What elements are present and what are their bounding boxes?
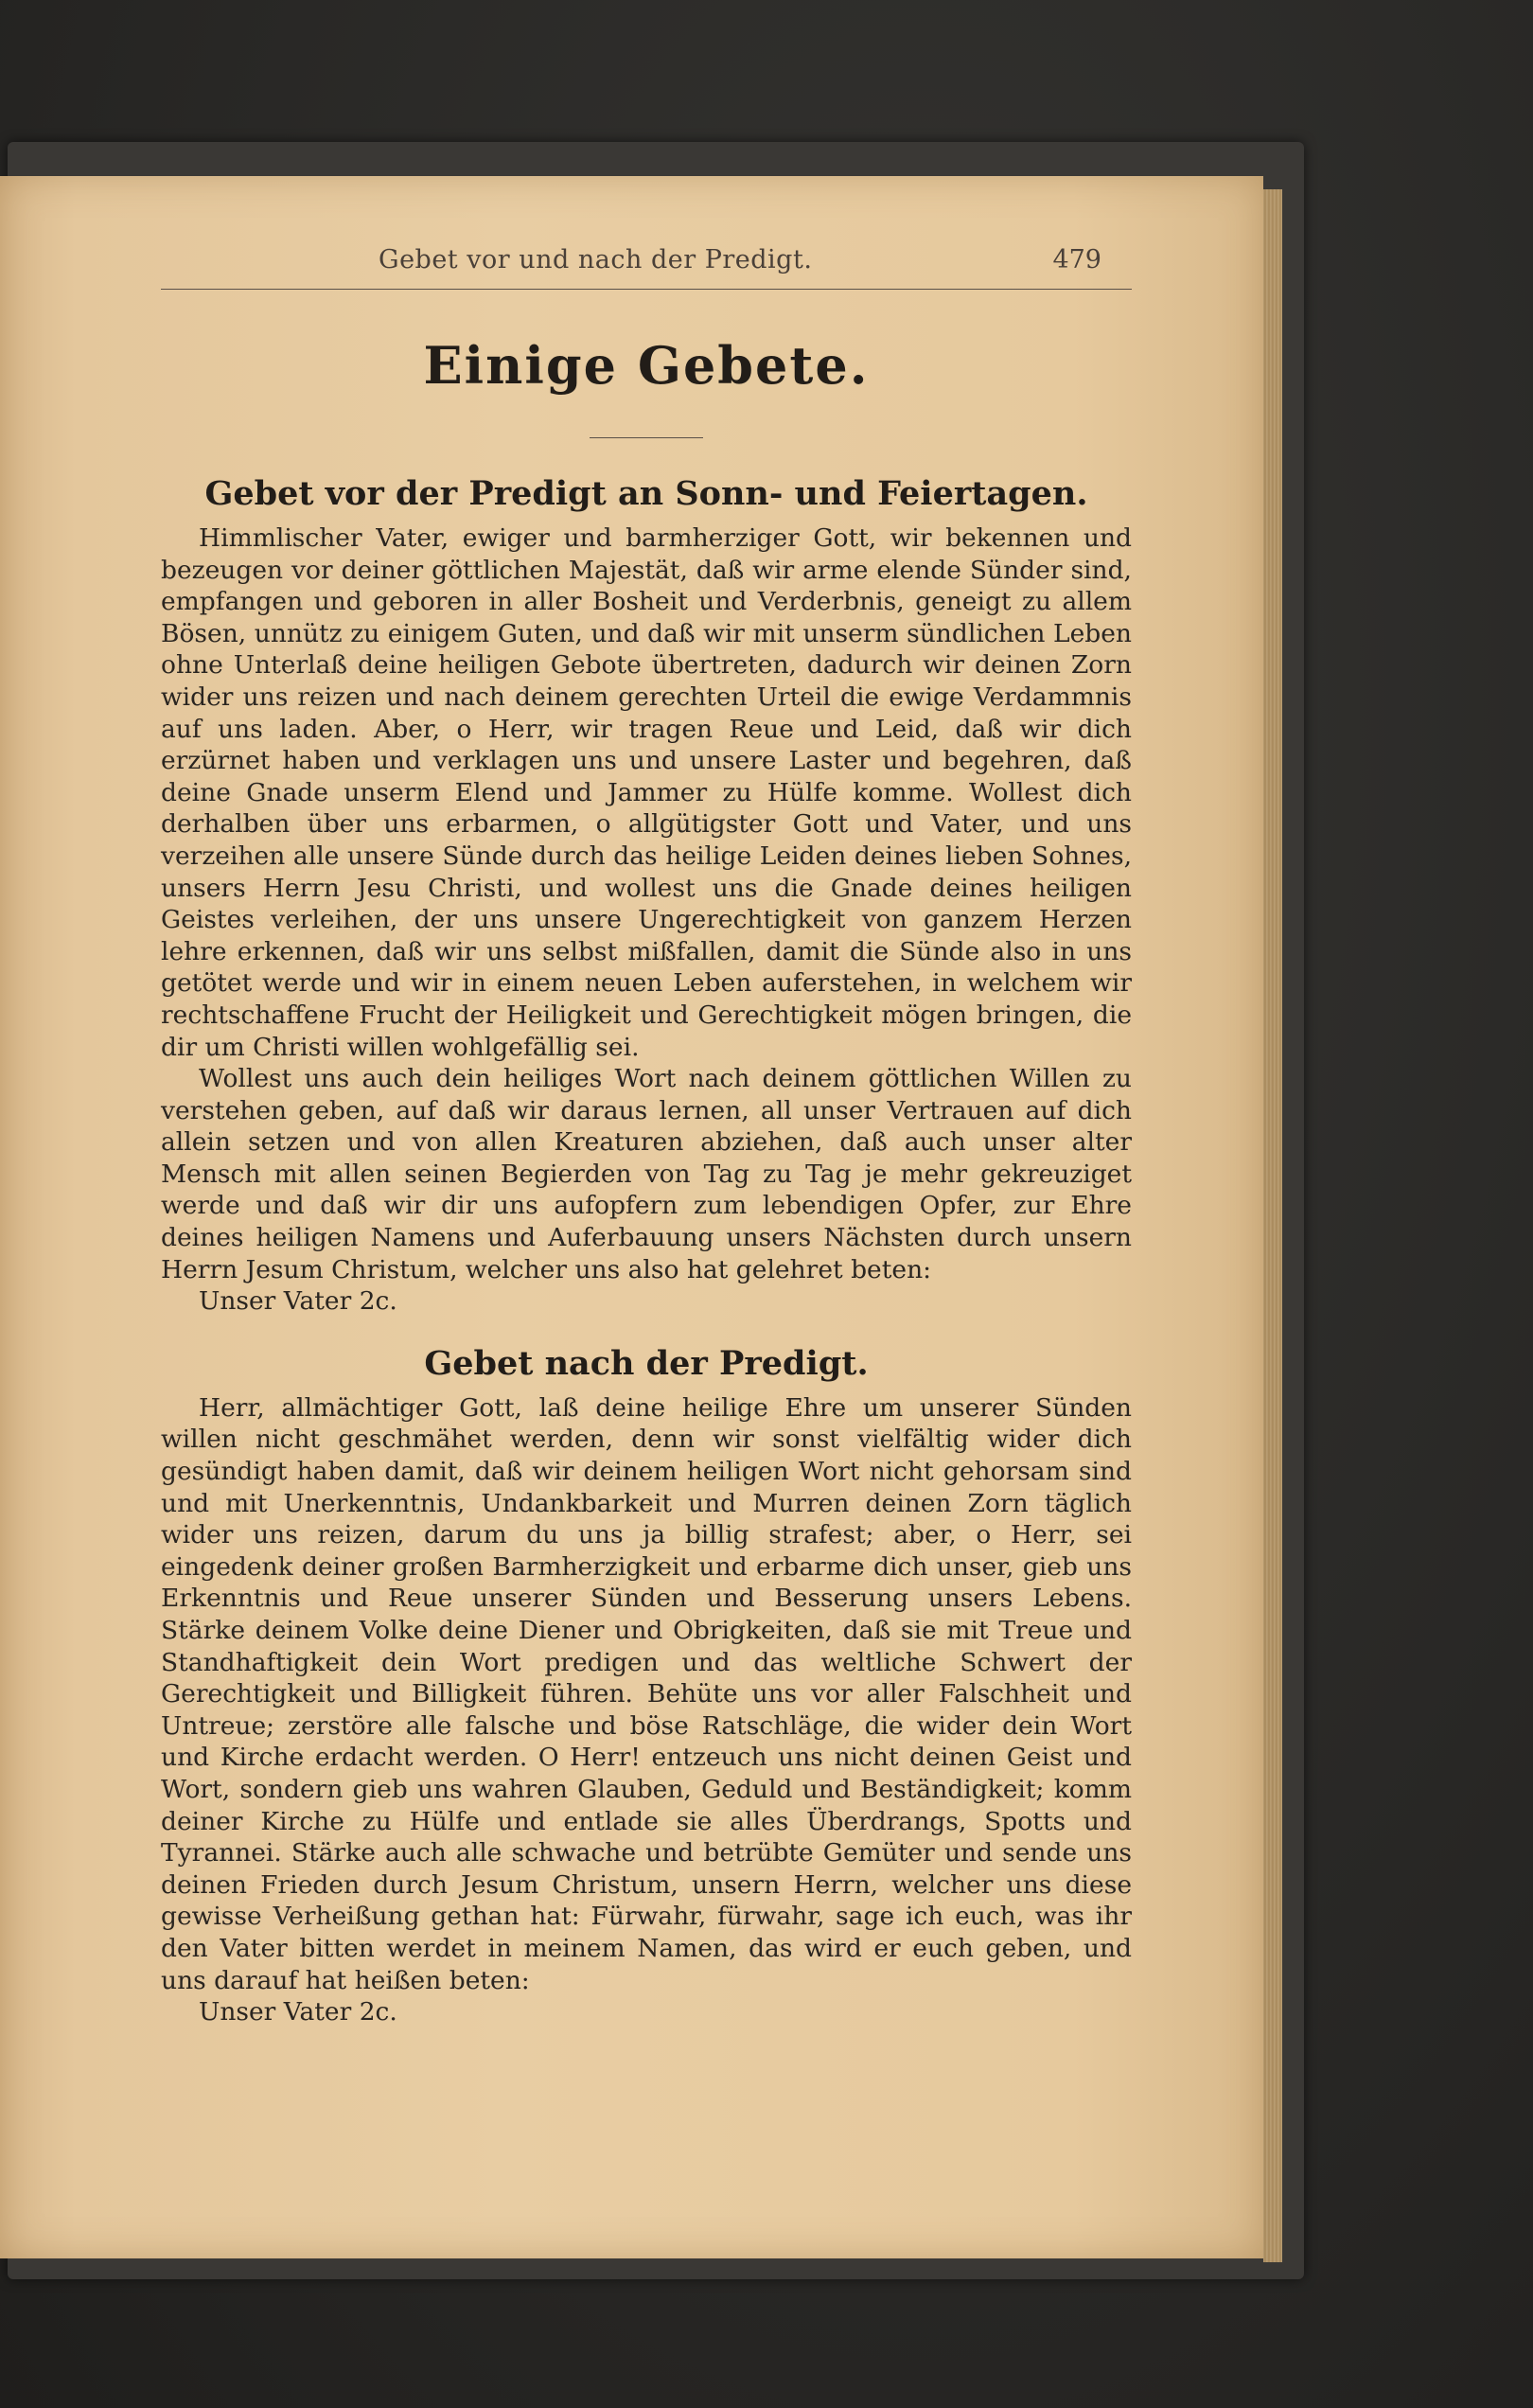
section-title-before-sermon: Gebet vor der Predigt an Sonn- und Feiertagen.: [204, 474, 1088, 513]
prayer-paragraph: Herr, allmächtiger Gott, laß deine heilige Ehre um unserer Sünden willen nicht geschmähet werden, denn wir sonst vielfältig wider dich gesündigt haben damit, daß wir deinem heiligen Wort nicht gehorsam sind und mit Unerkenntnis, Undankbarkeit und Murren deinen Zorn täglich wider uns reizen, darum du uns ja billig strafest; aber, o Herr, sei eingedenk deiner großen Barmherzigkeit und erbarme dich unser, gieb uns Erkenntnis und Reue unserer Sünden und Besserung unsers Lebens. Stärke deinem Volke deine Diener und Obrigkeiten, daß sie mit Treue und Standhaftigkeit dein Wort predigen und das weltliche Schwert der Gerechtigkeit und Billigkeit führen. Behüte uns vor aller Falschheit und Untreue; zerstöre alle falsche und böse Ratschläge, die wider dein Wort und Kirche erdacht werden. O Herr! entzeuch uns nicht deinen Geist und Wort, sondern gieb uns wahren Glauben, Geduld und Beständigkeit; komm deiner Kirche zu Hülfe und entlade sie alles Überdrangs, Spotts und Tyrannei. Stärke auch alle schwache und betrübte Gemüter und sende uns deinen Frieden durch Jesum Christum, unsern Herrn, welcher uns diese gewisse Verheißung gethan hat: Fürwahr, fürwahr, sage ich euch, was ihr den Vater bitten werdet in meinem Namen, das wird er euch geben, und uns darauf hat heißen beten:: [161, 1392, 1132, 1995]
running-title: Gebet vor und nach der Predigt.: [379, 245, 813, 274]
closing-line: Unser Vater 2c.: [199, 1286, 397, 1317]
section-title-after-sermon: Gebet nach der Predigt.: [424, 1343, 869, 1383]
prayer-paragraph: Himmlischer Vater, ewiger und barmherziger Gott, wir bekennen und bezeugen vor deiner göttlichen Majestät, daß wir arme elende Sünder sind, empfangen und geboren in aller Bosheit und Verderbnis, geneigt zu allem Bösen, unnütz zu einigem Guten, und daß wir mit unserm sündlichen Leben ohne Unterlaß deine heiligen Gebote übertreten, dadurch wir deinen Zorn wider uns reizen und nach deinem gerechten Urteil die ewige Verdammnis auf uns laden. Aber, o Herr, wir tragen Reue und Leid, daß wir dich erzürnet haben und verklagen uns und unsere Laster und begehren, daß deine Gnade unserm Elend und Jammer zu Hülfe komme. Wollest dich derhalben über uns erbarmen, o allgütigster Gott und Vater, und uns verzeihen alle unsere Sünde durch das heilige Leiden deines lieben Sohnes, unsers Herrn Jesu Christi, und wollest uns die Gnade deines heiligen Geistes verleihen, der uns unsere Ungerechtigkeit von ganzem Herzen lehre erkennen, daß wir uns selbst mißfallen, damit die Sünde also in uns getötet werde und wir in einem neuen Leben auferstehen, in welchem wir rechtschaffene Frucht der Heiligkeit und Gerechtigkeit mögen bringen, die dir um Christi willen wohlgefällig sei.: [161, 523, 1132, 1062]
main-title: Einige Gebete.: [423, 335, 870, 396]
prayer-paragraph: Wollest uns auch dein heiliges Wort nach deinem göttlichen Willen zu verstehen geben, auf daß wir daraus lernen, all unser Vertrauen auf dich allein setzen und von allen Kreaturen abziehen, daß auch unser alter Mensch mit allen seinen Begierden von Tag zu Tag je mehr gekreuziget werde und daß wir dir uns aufopfern zum lebendigen Opfer, zur Ehre deines heiligen Namens und Auferbauung unsers Nächsten durch unsern Herrn Jesum Christum, welcher uns also hat gelehret beten:: [161, 1064, 1132, 1284]
title-rule: [590, 437, 703, 438]
page-content: [161, 241, 1132, 2028]
page-number: 479: [1052, 245, 1101, 274]
closing-line: Unser Vater 2c.: [199, 1997, 397, 2027]
running-head: [161, 241, 1132, 290]
page-edges: [1263, 189, 1282, 2262]
